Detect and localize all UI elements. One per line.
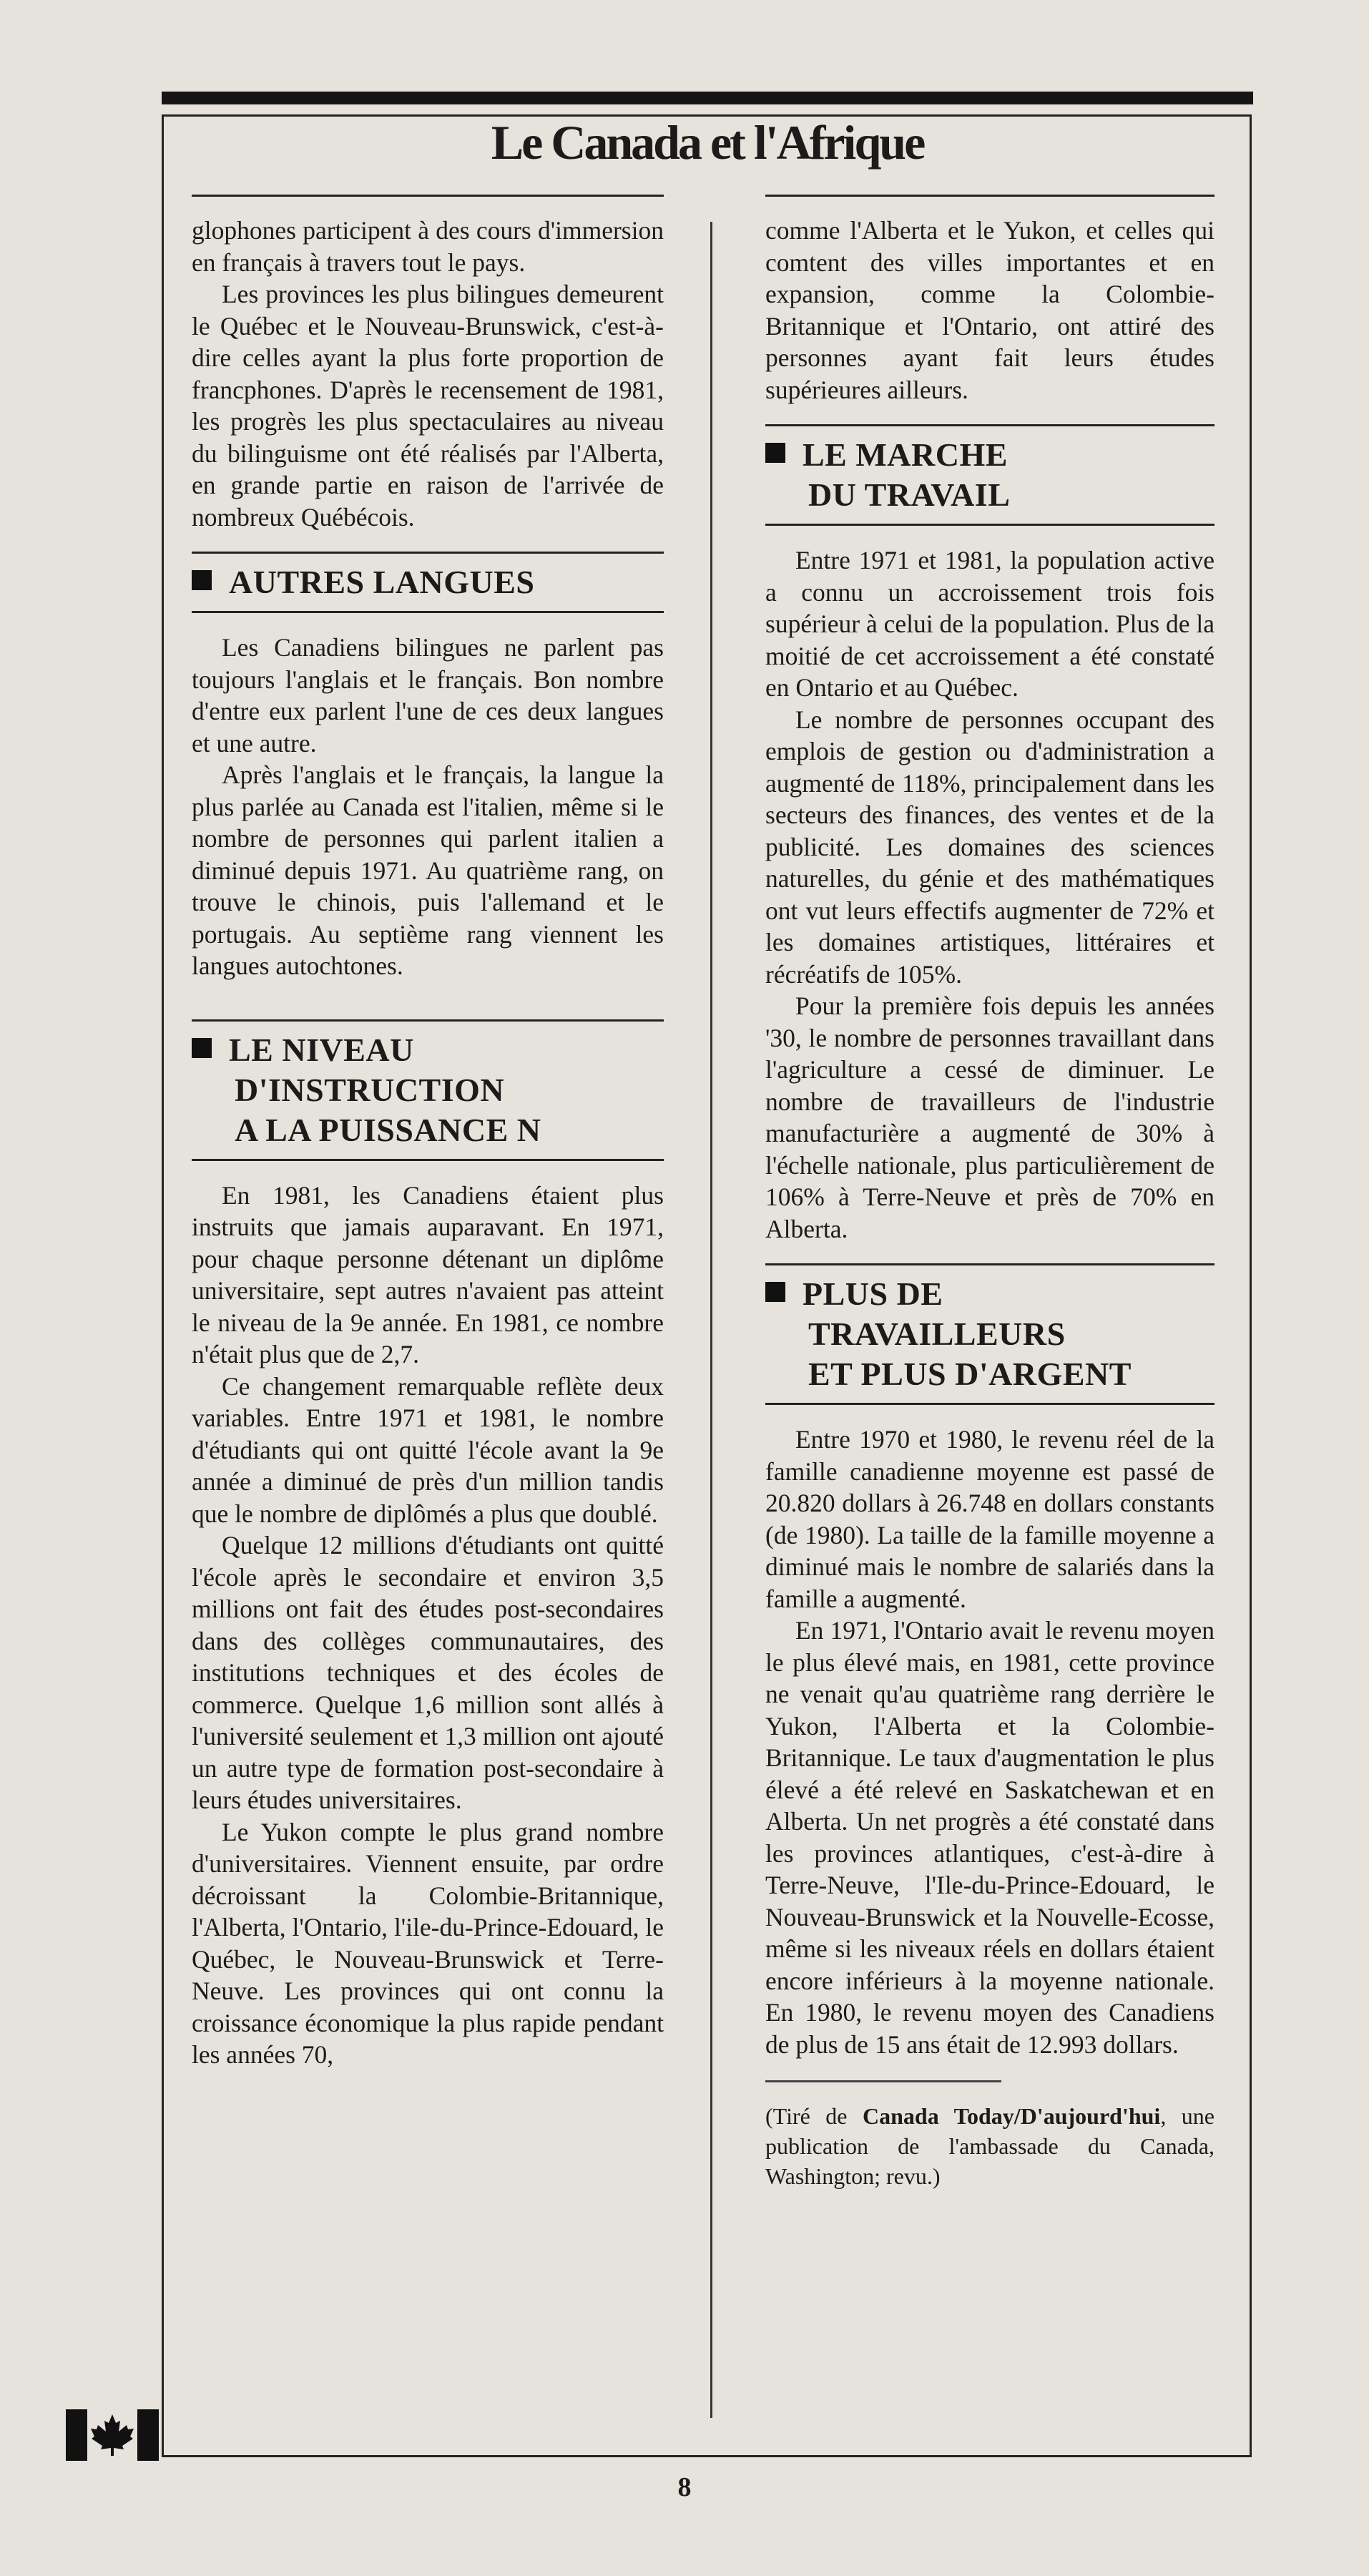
- section-rule: [765, 1403, 1215, 1405]
- section-rule: [192, 611, 664, 613]
- section-heading: LE NIVEAU D'INSTRUCTION A LA PUISSANCE N: [192, 1030, 664, 1150]
- section-rule: [192, 1019, 664, 1022]
- masthead-title: Le Canada et l'Afrique: [491, 115, 924, 170]
- masthead-rule-right: [765, 195, 1215, 197]
- paragraph: En 1981, les Canadiens étaient plus instruits que jamais auparavant. En 1971, pour chaque personne détenant un diplôme universitaire, sept autres n'avaient pas atteint le niveau de la 9e année. En 1981, ce nombre n'était plus que de 2,7.: [192, 1180, 664, 1368]
- square-bullet-icon: [192, 1038, 212, 1058]
- paragraph: Entre 1971 et 1981, la population active a connu un accroissement trois fois supérieur à celui de la population. Plus de la moitié de cet accroissement a été constaté en Ontario et au Québec.: [765, 546, 1215, 702]
- section-rule: [765, 424, 1215, 426]
- paragraph: Quelque 12 millions d'étudiants ont quitté l'école après le secondaire et environ 3,5 millions ont fait des études post-secondaires dans des collèges communautaires, des institutions techniques et des écoles de commerce. Quelque 1,6 million sont allés à l'université seulement et 1,3 million ont ajouté un autre type de formation post-secondaire à leurs études universitaires.: [192, 1531, 664, 1814]
- section-rule: [765, 1263, 1215, 1265]
- section-rule: [192, 1159, 664, 1161]
- section-rule: [765, 524, 1215, 526]
- section-niveau-instruction: [192, 1019, 664, 1161]
- section-heading: LE MARCHE DU TRAVAIL: [765, 435, 1215, 515]
- paragraph: Le Yukon compte le plus grand nombre d'universitaires. Viennent ensuite, par ordre décroissant la Colombie-Britannique, l'Alberta, l'Ontario, l'ile-du-Prince-Edouard, le Québec, le Nouveau-Brunswick et Terre-Neuve. Les provinces qui ont connu la croissance économique la plus rapide pendant les années 70,: [192, 1817, 664, 2069]
- paragraph: Les provinces les plus bilingues demeurent le Québec et le Nouveau-Brunswick, c'est-à-dire celles ayant la plus forte proportion de francphones. D'après le recensement de 1981, les progrès les plus spectaculaires au niveau du bilinguisme ont été réalisés par l'Alberta, en grande partie en raison de l'arrivée de nombreux Québécois.: [192, 280, 664, 532]
- paragraph: comme l'Alberta et le Yukon, et celles qui comtent des villes importantes et en expansion, comme la Colombie-Britannique et l'Ontario, ont attiré des personnes ayant fait leurs études supérieures ailleurs.: [765, 216, 1215, 404]
- source-credit: (Tiré de Canada Today/D'aujourd'hui, une publication de l'ambassade du Canada, Washington; revu.): [765, 2080, 1215, 2191]
- square-bullet-icon: [765, 443, 785, 463]
- paragraph: glophones participent à des cours d'immersion en français à travers tout le pays.: [192, 216, 664, 277]
- publication-title: Canada Today/D'aujourd'hui: [863, 2103, 1161, 2129]
- section-rule: [192, 552, 664, 554]
- column-divider: [710, 222, 712, 2418]
- canada-flag-icon: [66, 2409, 159, 2461]
- left-column: [192, 215, 664, 2071]
- section-marche-travail: [765, 424, 1215, 526]
- paragraph: Après l'anglais et le français, la langue la plus parlée au Canada est l'italien, même si le nombre de personnes qui parlent italien a diminué depuis 1971. Au quatrième rang, on trouve le chinois, puis l'allemand et le portugais. Au septième rang viennent les langues autochtones.: [192, 760, 664, 980]
- section-travailleurs-argent: [765, 1263, 1215, 1405]
- square-bullet-icon: [765, 1282, 785, 1302]
- section-heading: PLUS DE TRAVAILLEURS ET PLUS D'ARGENT: [765, 1274, 1215, 1394]
- paragraph: En 1971, l'Ontario avait le revenu moyen le plus élevé mais, en 1981, cette province ne venait qu'au quatrième rang derrière le Yukon, l'Alberta et la Colombie-Britannique. Le taux d'augmentation le plus élevé a été relevé en Saskatchewan et en Alberta. Un net progrès a été constaté dans les provinces atlantiques, c'est-à-dire à Terre-Neuve, l'Ile-du-Prince-Edouard, le Nouveau-Brunswick et la Nouvelle-Ecosse, même si les niveaux réels en dollars étaient encore inférieurs à la moyenne nationale. En 1980, le revenu moyen des Canadiens de plus de 15 ans était de 12.993 dollars.: [765, 1616, 1215, 2059]
- masthead-rule-left: [192, 195, 664, 197]
- paragraph: Les Canadiens bilingues ne parlent pas toujours l'anglais et le français. Bon nombre d'entre eux parlent l'une de ces deux langues et une autre.: [192, 633, 664, 758]
- section-autres-langues: [192, 552, 664, 613]
- paragraph: Le nombre de personnes occupant des emplois de gestion ou d'administration a augmenté de 118%, principalement dans les secteurs des finances, des ventes et de la publicité. Les domaines des sciences naturelles, du génie et des mathématiques ont vut leurs effectifs augmenter de 72% et les domaines artistiques, littéraires et récréatifs de 105%.: [765, 705, 1215, 989]
- page-number: 8: [677, 2472, 692, 2502]
- right-column: [765, 215, 1215, 2191]
- section-heading: AUTRES LANGUES: [192, 562, 664, 602]
- top-rule: [162, 92, 1253, 104]
- paragraph: Pour la première fois depuis les années '30, le nombre de personnes travaillant dans l'agriculture a cessé de diminuer. Le nombre de travailleurs de l'industrie manufacturière a augmenté de 30% à l'échelle nationale, plus particulièrement de 106% à Terre-Neuve et près de 70% en Alberta.: [765, 991, 1215, 1243]
- paragraph: Ce changement remarquable reflète deux variables. Entre 1971 et 1981, le nombre d'étudiants qui ont quitté l'école avant la 9e année a diminué de près d'un million tandis que le nombre de diplômés a plus que doublé.: [192, 1371, 664, 1528]
- paragraph: Entre 1970 et 1980, le revenu réel de la famille canadienne moyenne est passé de 20.820 dollars à 26.748 en dollars constants (de 1980). La taille de la famille moyenne a diminué mais le nombre de salariés dans la famille a augmenté.: [765, 1425, 1215, 1613]
- square-bullet-icon: [192, 570, 212, 590]
- credit-rule: [765, 2080, 1001, 2082]
